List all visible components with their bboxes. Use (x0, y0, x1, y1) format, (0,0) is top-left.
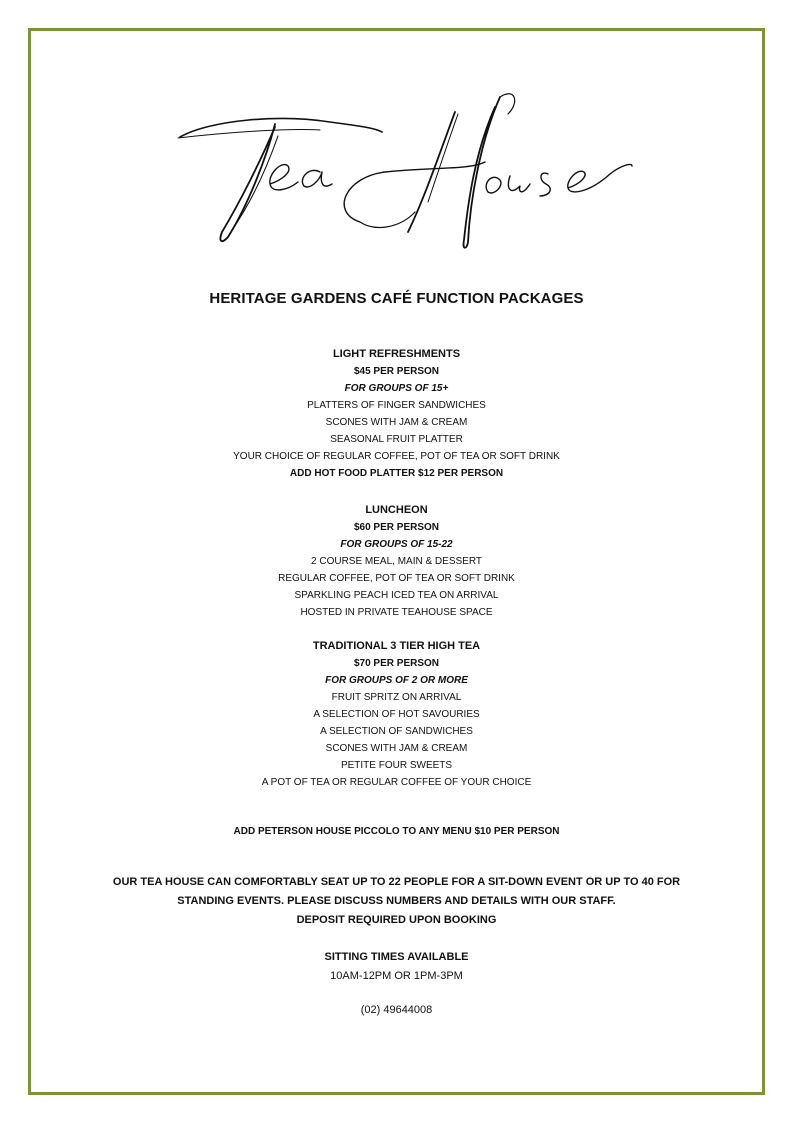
package-group-size: FOR GROUPS OF 15-22 (340, 539, 453, 550)
package-light-refreshments (28, 346, 765, 482)
package-item: FRUIT SPRITZ ON ARRIVAL (331, 692, 462, 703)
package-item: SEASONAL FRUIT PLATTER (330, 434, 463, 445)
package-price: $60 PER PERSON (353, 522, 440, 533)
package-high-tea (28, 638, 765, 791)
package-item: YOUR CHOICE OF REGULAR COFFEE, POT OF TEA OR SOFT DRINK (233, 451, 560, 462)
phone-number: (02) 49644008 (360, 1004, 433, 1016)
package-price: $70 PER PERSON (353, 658, 440, 669)
package-item: A POT OF TEA OR REGULAR COFFEE OF YOUR CHOICE (261, 777, 532, 788)
package-item: 2 COURSE MEAL, MAIN & DESSERT (311, 556, 482, 567)
tea-house-logo (170, 92, 640, 252)
package-item: A SELECTION OF SANDWICHES (320, 726, 473, 737)
sitting-times (28, 948, 765, 986)
package-name: LUNCHEON (365, 504, 428, 516)
page-title: HERITAGE GARDENS CAFÉ FUNCTION PACKAGES (209, 290, 584, 307)
package-item: SCONES WITH JAM & CREAM (325, 417, 468, 428)
package-group-size: FOR GROUPS OF 15+ (344, 383, 449, 394)
seating-info (28, 873, 765, 930)
package-group-size: FOR GROUPS OF 2 OR MORE (325, 675, 468, 686)
seating-info-line: OUR TEA HOUSE CAN COMFORTABLY SEAT UP TO 22 PEOPLE FOR A SIT-DOWN EVENT OR UP TO 40 FOR (112, 876, 681, 888)
package-price: $45 PER PERSON (353, 366, 440, 377)
package-item: REGULAR COFFEE, POT OF TEA OR SOFT DRINK (278, 573, 515, 584)
package-item: PLATTERS OF FINGER SANDWICHES (307, 400, 486, 411)
piccolo-addon-note: ADD PETERSON HOUSE PICCOLO TO ANY MENU $10 PER PERSON (233, 826, 560, 837)
package-item: PETITE FOUR SWEETS (340, 760, 453, 771)
package-item: SPARKLING PEACH ICED TEA ON ARRIVAL (294, 590, 499, 601)
package-item: SCONES WITH JAM & CREAM (325, 743, 468, 754)
package-item: HOSTED IN PRIVATE TEAHOUSE SPACE (300, 607, 493, 618)
package-extra: ADD HOT FOOD PLATTER $12 PER PERSON (289, 468, 504, 479)
sitting-times-value: 10AM-12PM OR 1PM-3PM (330, 970, 463, 982)
deposit-note: DEPOSIT REQUIRED UPON BOOKING (296, 914, 497, 926)
package-name: LIGHT REFRESHMENTS (332, 348, 461, 360)
seating-info-line: STANDING EVENTS. PLEASE DISCUSS NUMBERS AND DETAILS WITH OUR STAFF. (177, 895, 616, 907)
sitting-times-heading: SITTING TIMES AVAILABLE (324, 951, 469, 963)
package-name: TRADITIONAL 3 TIER HIGH TEA (312, 640, 481, 652)
package-luncheon (28, 502, 765, 621)
package-item: A SELECTION OF HOT SAVOURIES (313, 709, 480, 720)
